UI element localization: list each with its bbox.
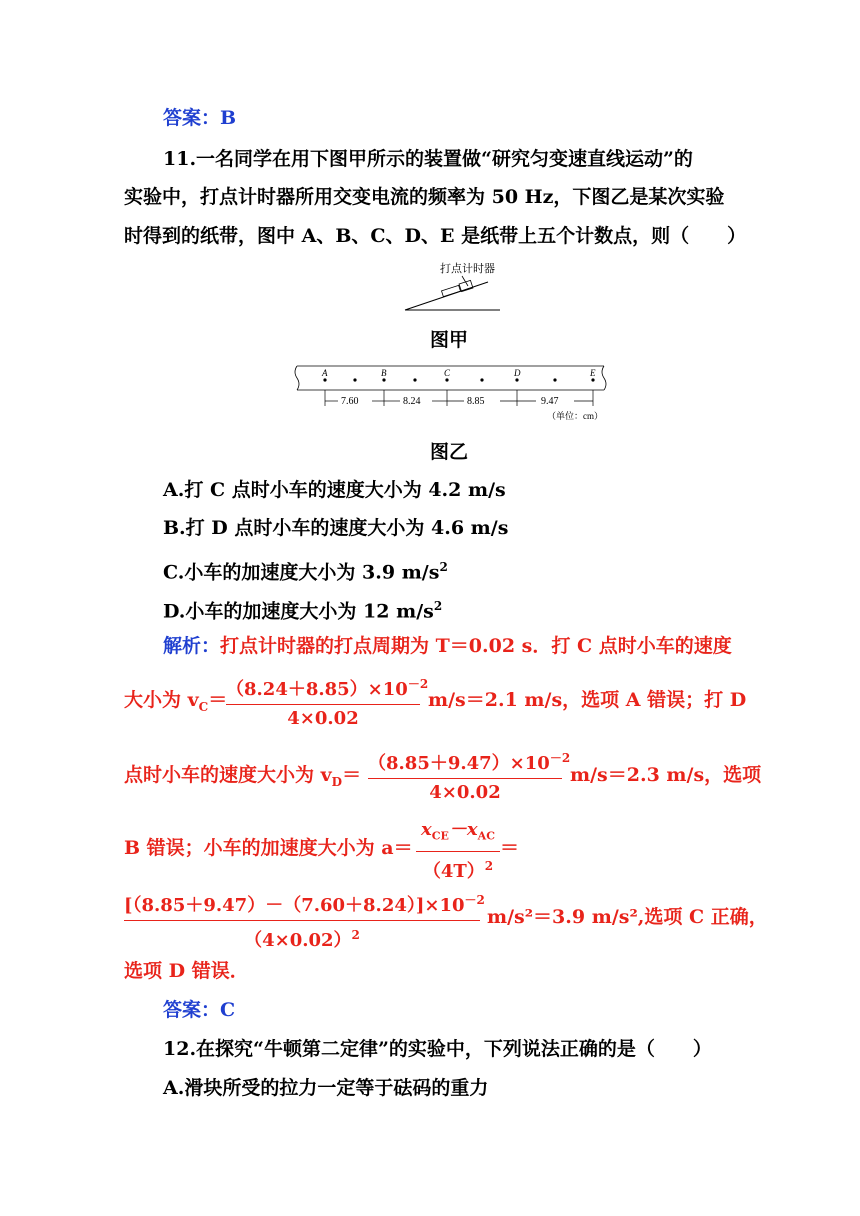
tape-points: [323, 378, 594, 381]
fraction-vc: $(8.24+8.85)\times 10^{-2}$ 4×0.02: [226, 677, 429, 729]
q11-line2: 实验中，打点计时器所用交变电流的频率为 50 Hz，下图乙是某次实验: [124, 186, 725, 208]
label-a: A: [322, 368, 328, 378]
option-a: A.打 C 点时小车的速度大小为 4.2 m/s: [163, 479, 506, 501]
unit-label: （单位：cm）: [547, 411, 603, 421]
analysis-accel-eq: ＝: [500, 837, 520, 859]
point-c: [445, 378, 448, 381]
fraction-accel-formula: $x_{CE}-x_{AC}$ $(4T)^2$: [416, 818, 500, 884]
label-b: B: [381, 368, 387, 378]
dot: [553, 378, 556, 381]
label-c: C: [444, 368, 451, 378]
q12-option-a: A.滑块所受的拉力一定等于砝码的重力: [163, 1077, 489, 1099]
option-d: D.小车的加速度大小为 12 $m/s^2$: [163, 599, 443, 623]
analysis-accel: B 错误；小车的加速度大小为 a＝: [124, 837, 413, 859]
caption-jia: 图甲: [430, 329, 469, 351]
dot: [353, 378, 356, 381]
analysis-last: 选项 D 错误．: [124, 960, 249, 982]
point-d: [515, 378, 518, 381]
analysis-line1: 解析：打点计时器的打点周期为 T＝0.02 s．打 C 点时小车的速度: [163, 635, 732, 657]
analysis-label: 解析：: [163, 635, 221, 657]
q11-line3: 时得到的纸带，图中 A、B、C、D、E 是纸带上五个计数点，则（ ）: [124, 225, 747, 247]
dot: [480, 378, 483, 381]
dot: [413, 378, 416, 381]
answer-c: [163, 996, 235, 1024]
point-e: [591, 378, 594, 381]
answer-label: 答案：: [163, 999, 221, 1021]
dist-ab: 7.60: [341, 396, 359, 407]
analysis-vc-result: m/s＝2.1 m/s，选项 A 错误；打 D: [428, 689, 747, 711]
fraction-accel-value: $[(8.85+9.47)-(7.60+8.24)]\times 10^{-2}$ $(4\times 0.02)^2$: [124, 893, 485, 951]
option-b: B.打 D 点时小车的速度大小为 4.6 m/s: [163, 517, 509, 539]
q12-line1: 12.在探究“牛顿第二定律”的实验中，下列说法正确的是（ ）: [163, 1038, 712, 1060]
analysis-vd-result: m/s＝2.3 m/s，选项: [570, 764, 762, 786]
device-label: 打点计时器: [440, 263, 495, 275]
dist-de: 9.47: [541, 396, 559, 407]
point-a: [323, 378, 326, 381]
point-b: [382, 378, 385, 381]
analysis-accel-result: m/s²＝3.9 m/s²,选项 C 正确，: [487, 906, 768, 928]
analysis-vc: 大小为 $v_C=$: [124, 689, 228, 714]
label-d: D: [514, 368, 521, 378]
q11-line1: 11.一名同学在用下图甲所示的装置做“研究匀变速直线运动”的: [163, 148, 693, 170]
answer-value: B: [220, 107, 237, 129]
answer-label: 答案：: [163, 107, 221, 129]
caption-yi: 图乙: [430, 441, 469, 463]
answer-b: [163, 104, 236, 132]
figure-yi: [292, 362, 614, 424]
option-c: C.小车的加速度大小为 3.9 $m/s^2$: [163, 560, 448, 584]
fraction-vd: $(8.85+9.47)\times 10^{-2}$ 4×0.02: [368, 751, 571, 803]
dist-cd: 8.85: [467, 396, 485, 407]
dist-bc: 8.24: [403, 396, 421, 407]
figure-jia: [400, 258, 520, 316]
answer-value: C: [220, 999, 236, 1021]
label-e: E: [590, 368, 596, 378]
analysis-vd: 点时小车的速度大小为 $v_D=$: [124, 764, 362, 789]
